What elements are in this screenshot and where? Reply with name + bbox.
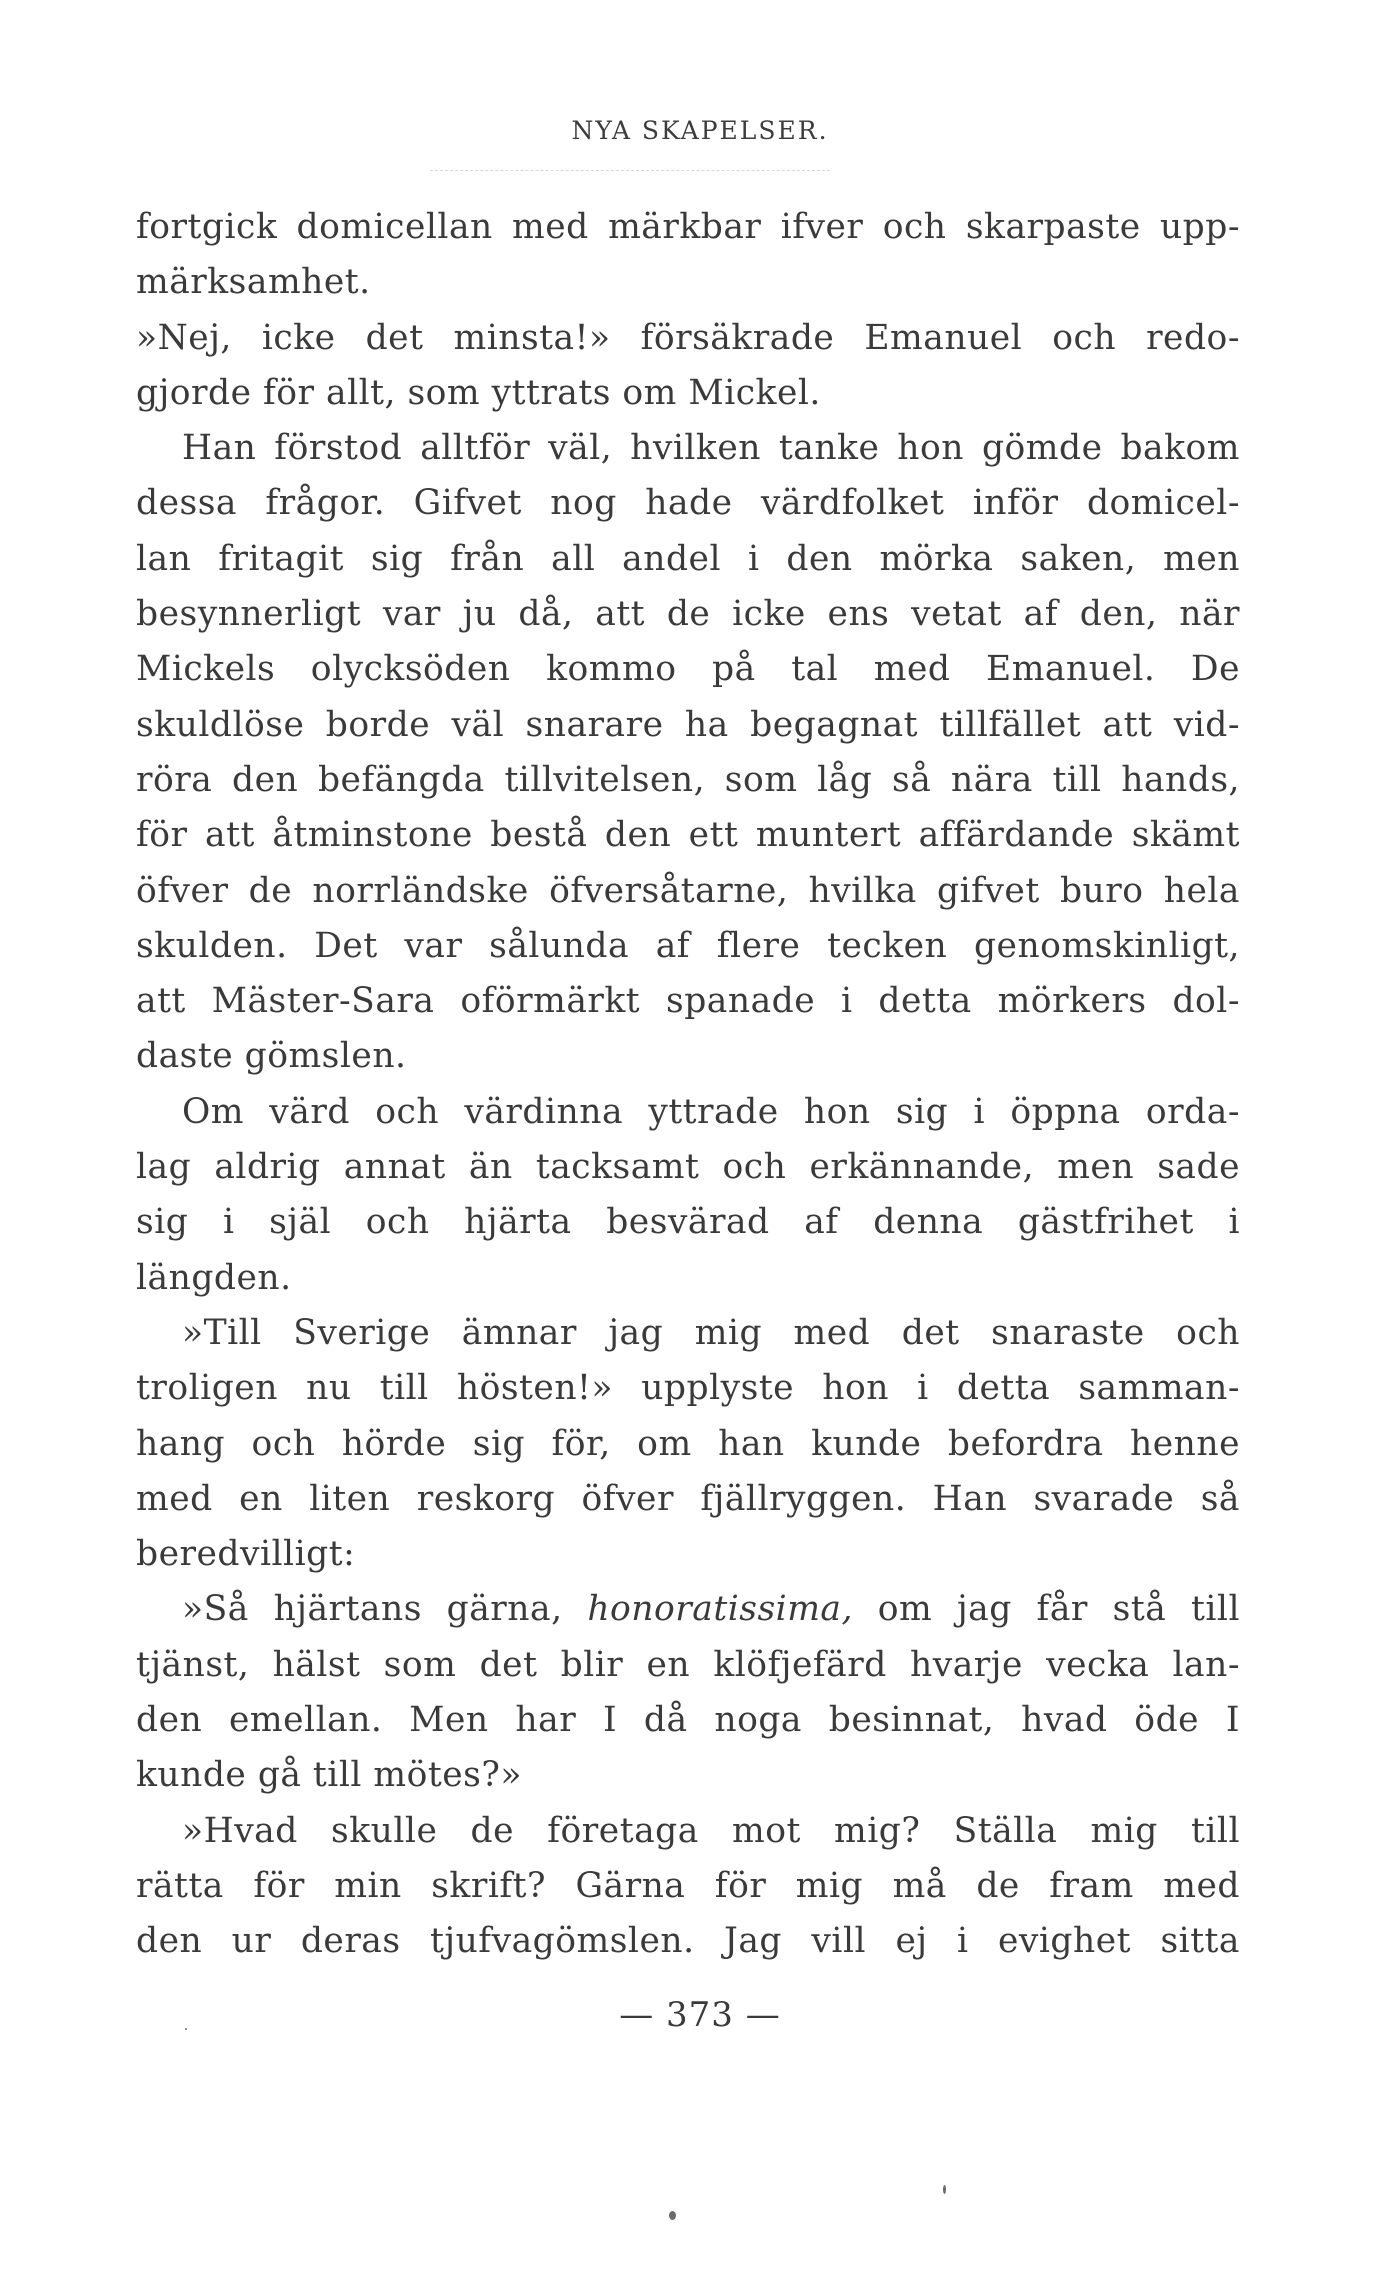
paper-speck: [943, 2185, 946, 2194]
text-line: »Till Sverige ämnar jag mig med det snaraste och: [182, 1312, 1240, 1353]
text-line: skuldlöse borde väl snarare ha begagnat tillfället att vid-: [136, 704, 1240, 745]
text-line: besynnerligt var ju då, att de icke ens vetat af den, när: [136, 594, 1240, 635]
text-line: fortgick domicellan med märkbar ifver och skarpaste upp-: [136, 207, 1240, 247]
header-rule: [430, 170, 830, 171]
text-line: skulden. Det var sålunda af flere tecken genomskinligt,: [136, 925, 1240, 966]
text-line-with-italic: [136, 1582, 1240, 1637]
text-line: sig i själ och hjärta besvärad af denna gästfrihet i: [136, 1202, 1240, 1243]
line-segment: »Så hjärtans gärna,: [182, 1589, 588, 1630]
paper-speck: [669, 2211, 676, 2220]
text-line: lag aldrig annat än tacksamt och erkännande, men sade: [136, 1147, 1240, 1188]
text-line: beredvilligt:: [136, 1534, 356, 1575]
text-line: troligen nu till hösten!» upplyste hon i detta samman-: [136, 1368, 1240, 1409]
text-line: rätta för min skrift? Gärna för mig må de fram med: [136, 1865, 1240, 1906]
paper-speck: [185, 2028, 187, 2030]
text-line: tjänst, hälst som det blir en klöfjefärd hvarje vecka lan-: [136, 1644, 1240, 1685]
text-line: att Mäster-Sara oförmärkt spanade i detta mörkers dol-: [136, 981, 1240, 1022]
text-line: märksamhet.: [136, 262, 371, 303]
running-head: NYA SKAPELSER.: [571, 116, 829, 145]
text-line: för att åtminstone bestå den ett muntert affärdande skämt: [136, 815, 1240, 856]
text-line: öfver de norrländske öfversåtarne, hvilka gifvet buro hela: [136, 870, 1240, 911]
text-line: röra den befängda tillvitelsen, som låg så nära till hands,: [136, 759, 1240, 800]
body-text: [136, 200, 1240, 1970]
text-line: den ur deras tjufvagömslen. Jag vill ej i evighet sitta: [136, 1921, 1240, 1962]
text-line: kunde gå till mötes?»: [136, 1755, 522, 1796]
text-line: Han förstod alltför väl, hvilken tanke hon gömde bakom: [182, 428, 1240, 469]
text-line: daste gömslen.: [136, 1036, 407, 1077]
text-line: Om värd och värdinna yttrade hon sig i öppna orda-: [182, 1091, 1240, 1132]
italic-word: honoratissima,: [587, 1589, 853, 1630]
text-line: med en liten reskorg öfver fjällryggen. Han svarade så: [136, 1478, 1240, 1519]
text-line: hang och hörde sig för, om han kunde befordra henne: [136, 1423, 1240, 1464]
text-line: gjorde för allt, som yttrats om Mickel.: [136, 372, 821, 413]
text-line: »Hvad skulle de företaga mot mig? Ställa mig till: [182, 1810, 1240, 1851]
page-number: — 373 —: [619, 1995, 781, 2035]
text-line: »Nej, icke det minsta!» försäkrade Emanuel och redo-: [136, 317, 1240, 358]
text-line: den emellan. Men har I då noga besinnat, hvad öde I: [136, 1700, 1240, 1741]
text-line: Mickels olycksöden kommo på tal med Emanuel. De: [136, 649, 1240, 690]
text-line: längden.: [136, 1257, 292, 1298]
text-line: lan fritagit sig från all andel i den mörka saken, men: [136, 538, 1240, 579]
text-line: dessa frågor. Gifvet nog hade värdfolket inför domicel-: [136, 483, 1240, 524]
line-segment: om jag får stå till: [852, 1589, 1240, 1630]
